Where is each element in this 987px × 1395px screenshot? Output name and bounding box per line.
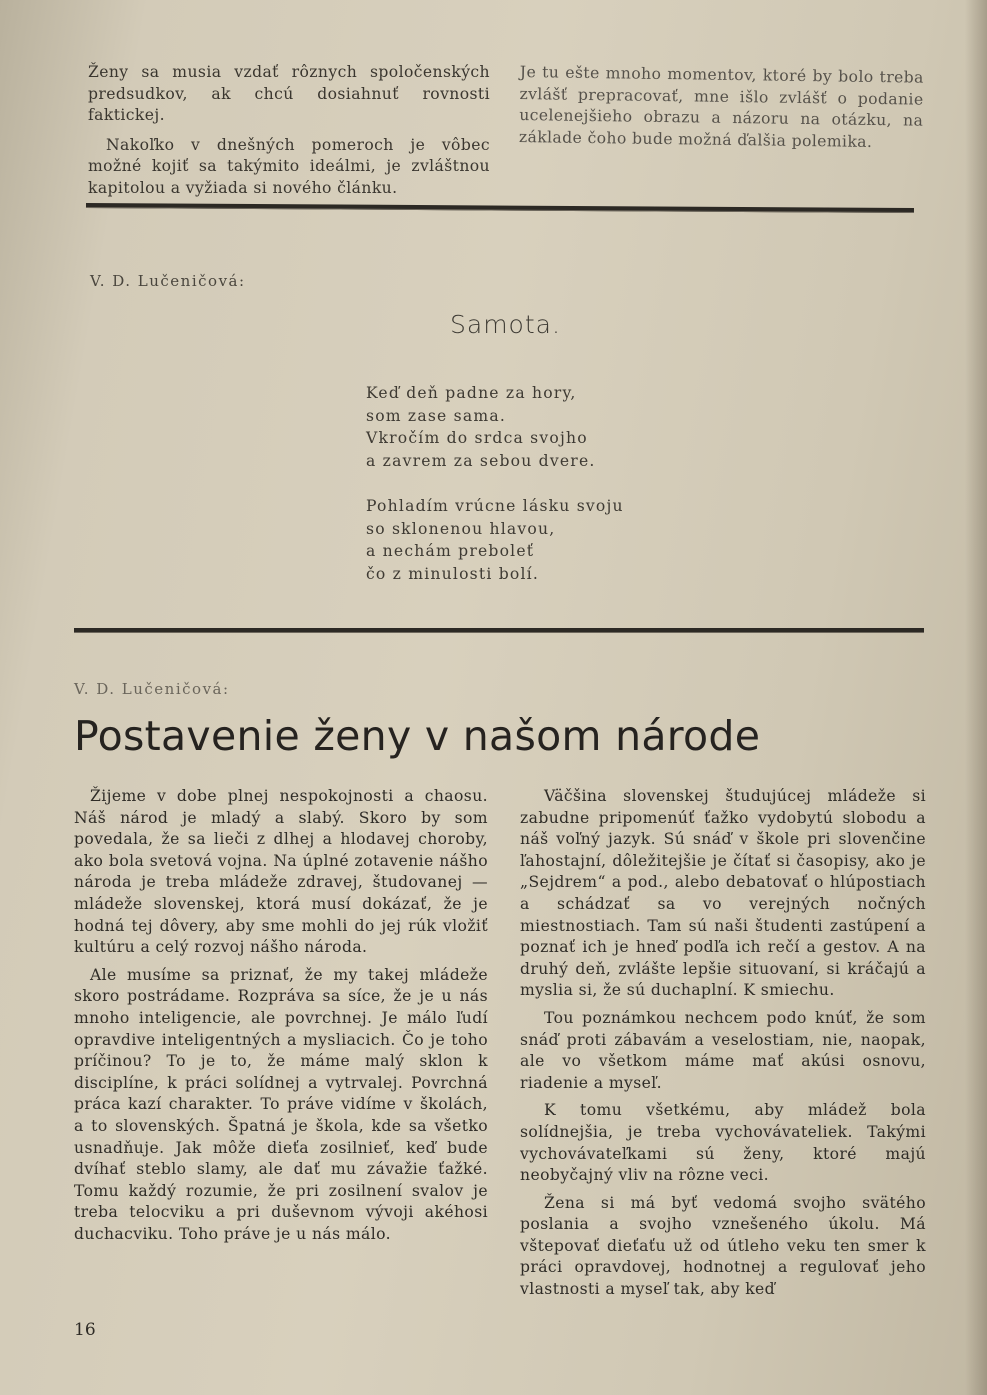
poem-author: V. D. Lučeničová: bbox=[90, 272, 246, 290]
article-title: Postavenie ženy v našom národe bbox=[74, 712, 761, 760]
poem-line: Pohladím vrúcne lásku svoju bbox=[366, 497, 624, 515]
top-right-column bbox=[519, 62, 924, 162]
poem-line: čo z minulosti bolí. bbox=[366, 564, 540, 583]
poem-line: Keď deň padne za hory, bbox=[366, 384, 577, 402]
article-right-column bbox=[520, 786, 926, 1307]
poem-line: so sklonenou hlavou, bbox=[366, 519, 556, 538]
divider-rule-middle bbox=[74, 628, 924, 633]
top-right-paragraph-1: Je tu ešte mnoho momentov, ktoré by bolo treba zvlášť prepracovať, mne išlo zvlášť o podanie ucelenejšieho obrazu a názoru na otázku, na základe čoho bude možná ďalšia polemika. bbox=[518, 62, 924, 151]
poem-stanza-2 bbox=[366, 495, 624, 585]
poem-line: a zavrem za sebou dvere. bbox=[366, 451, 596, 470]
article-paragraph: K tomu všetkému, aby mládež bola solídnejšia, je treba vychovávateliek. Takými vychovávateľkami sú ženy, ktoré majú neobyčajný vliv na rôzne veci. bbox=[520, 1101, 926, 1185]
divider-rule-top bbox=[86, 203, 914, 213]
article-paragraph: Ale musíme sa priznať, že my takej mládeže skoro postrádame. Rozpráva sa síce, že je u nás mnoho inteligencie, ale povrchnej. Je málo ľudí opravdive inteligentných a mysliacich. Čo je toho príčinou? To je to, že máme malý sklon k disciplíne, k práci solídnej a vytrvalej. Povrchná práca kazí charakter. To práve vidíme v školách, a to slovenských. Špatná je škola, kde sa všetko usnadňuje. Jak môže dieťa zosilnieť, keď bude dvíhať steblo slamy, ale dať mu závažie ťažké. Tomu každý rozumie, že pri zosilnení svalov je treba telocviku a pri duševnom vývoji akéhosi duchacviku. Toho práve je u nás málo. bbox=[74, 965, 488, 1243]
top-left-column bbox=[88, 62, 490, 208]
article-left-column bbox=[74, 786, 488, 1251]
page-edge-shadow bbox=[965, 0, 987, 1395]
poem-stanza-1 bbox=[366, 382, 596, 472]
poem-line: Vkročím do srdca svojho bbox=[366, 429, 588, 447]
top-left-paragraph-1: Ženy sa musia vzdať rôznych spoločenských predsudkov, ak chcú dosiahnuť rovnosti faktickej. bbox=[88, 63, 490, 125]
article-author: V. D. Lučeničová: bbox=[74, 680, 230, 698]
article-paragraph: Väčšina slovenskej študujúcej mládeže si zabudne pripomenúť ťažko vydobytú slobodu a náš voľný jazyk. Sú snáď v škole pri slovenčine ľahostajní, dôležitejšie je čítať si časopisy, ako je „Sejdrem“ a pod., alebo debatovať o hlúpostiach a schádzať sa vo verejných nočných miestnostiach. Tam sú naši študenti zastúpení a poznať ich je hneď podľa ich rečí a gestov. A na druhý deň, zvlášte lepšie situovaní, si kráčajú a myslia si, že sú duchaplní. K smiechu. bbox=[520, 787, 926, 1000]
article-paragraph: Žijeme v dobe plnej nespokojnosti a chaosu. Náš národ je mladý a slabý. Skoro by som povedala, že sa lieči z dlhej a hlodavej choroby, ako bola svetová vojna. Na úplné zotavenie nášho národa je treba mládeže zdravej, študovanej — mládeže slovenskej, ktorá musí dokázať, že je hodná tej dôvery, aby sme mohli do jej rúk vložiť kultúru a celý rozvoj nášho národa. bbox=[74, 787, 488, 957]
page-number: 16 bbox=[74, 1320, 96, 1340]
article-paragraph: Tou poznámkou nechcem podo knúť, že som snáď proti zábavám a veselostiam, nie, naopak, ale vo všetkom máme mať akúsi osnovu, riadenie a myseľ. bbox=[520, 1008, 926, 1092]
poem-title: Samota. bbox=[450, 310, 561, 339]
top-left-paragraph-2: Nakoľko v dnešných pomeroch je vôbec možné kojiť sa takýmito ideálmi, je zvláštnou kapitolou a vyžiada si nového článku. bbox=[88, 135, 490, 197]
article-paragraph: Žena si má byť vedomá svojho svätého poslania a svojho vznešeného úkolu. Má vštepovať dieťaťu už od útleho veku ten smer k práci opravdovej, hodnotnej a regulovať jeho vlastnosti a myseľ tak, aby keď bbox=[520, 1193, 926, 1299]
poem-line: a nechám preboleť bbox=[366, 542, 535, 560]
poem-line: som zase sama. bbox=[366, 406, 506, 425]
